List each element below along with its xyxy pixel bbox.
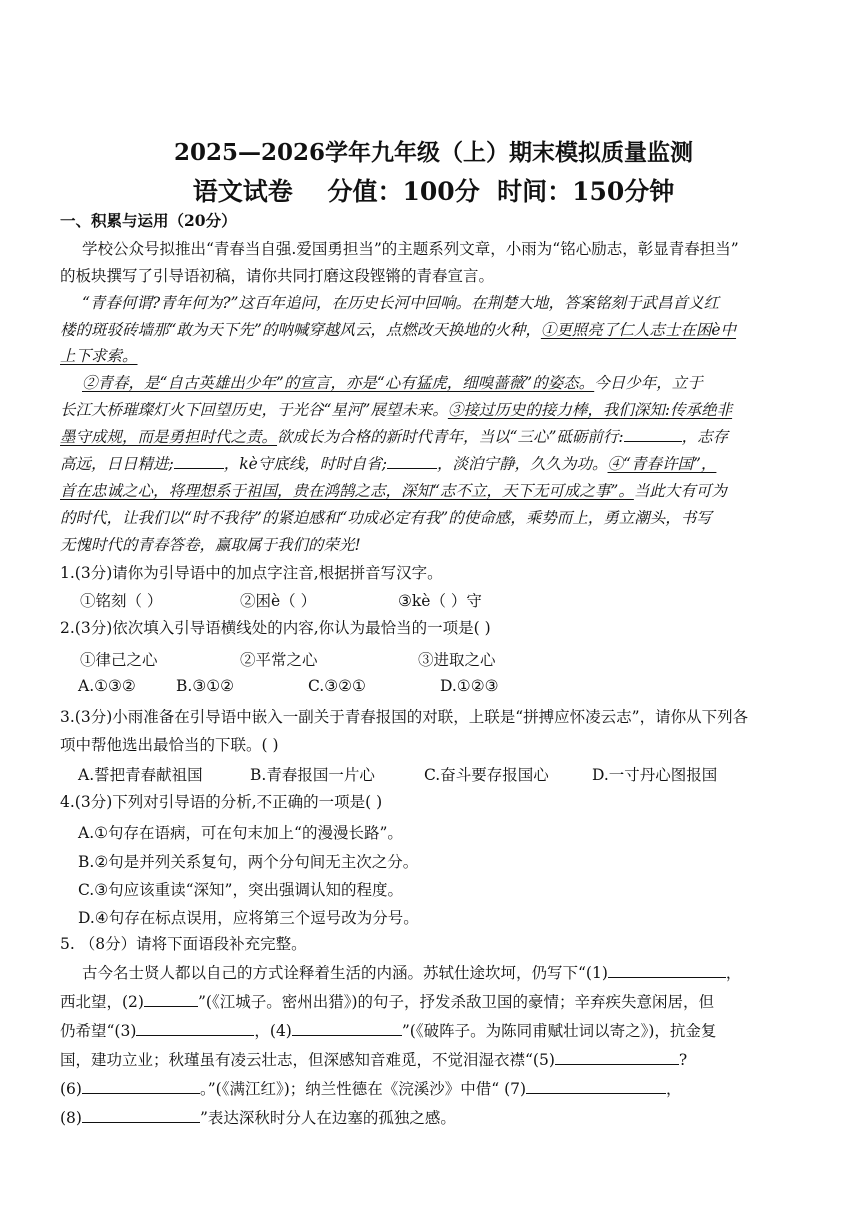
blank-3[interactable] xyxy=(387,454,437,469)
question-2-item-1: ①律己之心 xyxy=(80,651,158,669)
intro-line-2: 的板块撰写了引导语初稿，请你共同打磨这段铿锵的青春宣言。 xyxy=(60,267,495,285)
question-3-option-c[interactable]: C.奋斗要存报国心 xyxy=(424,766,549,784)
question-3-stem-line-1: 3.(3分)小雨准备在引导语中嵌入一副关于青春报国的对联，上联是“拼搏应怀凌云志”，请你从下列各 xyxy=(60,708,749,726)
question-5-stem: 5. （8分）请将下面语段补充完整。 xyxy=(60,935,307,953)
blank-2[interactable] xyxy=(174,454,224,469)
passage-line xyxy=(60,454,716,474)
passage-text: ，淡泊宁静，久久为功。 xyxy=(437,455,608,473)
passage-text: 欲成长为合格的新时代青年，当以“三心”砥砺前行: xyxy=(277,428,624,446)
question-5-line xyxy=(60,1050,687,1070)
blank-q5-3[interactable] xyxy=(136,1021,254,1036)
blank-q5-1[interactable] xyxy=(608,963,726,978)
passage-line xyxy=(60,400,732,420)
question-5-line xyxy=(82,963,741,983)
q5-text: ，(4) xyxy=(254,1022,292,1040)
section-heading: 一、积累与运用（20分） xyxy=(60,211,237,230)
q5-text: 古今名士贤人都以自己的方式诠释着生活的内涵。苏轼仕途坎坷，仍写下“(1) xyxy=(82,964,608,982)
question-2-stem: 2.(3分)依次填入引导语横线处的内容,你认为最恰当的一项是( ) xyxy=(60,619,491,637)
blank-q5-5[interactable] xyxy=(555,1050,679,1065)
question-5-line xyxy=(60,1021,716,1041)
passage-text: 今日少年，立于 xyxy=(594,374,703,392)
q5-text: ， xyxy=(725,964,742,982)
blank-q5-4[interactable] xyxy=(292,1021,402,1036)
passage-text: 长江大桥璀璨灯火下回望历史，于光谷“星河”展望未来。 xyxy=(60,401,448,419)
question-1-stem: 1.(3分)请你为引导语中的加点字注音,根据拼音写汉字。 xyxy=(60,564,443,582)
underlined-sentence-1: ①更照亮了仁人志士在困è中 xyxy=(540,321,737,339)
blank-q5-6[interactable] xyxy=(82,1079,200,1094)
q5-text: (8) xyxy=(60,1109,82,1127)
question-1-item-1: ①铭刻（ ） xyxy=(80,592,163,610)
question-3-option-b[interactable]: B.青春报国一片心 xyxy=(250,766,375,784)
question-5-line xyxy=(60,1079,682,1099)
passage-line: 的时代，让我们以“时不我待”的紧迫感和“功成必定有我”的使命感，乘势而上，勇立潮头，书写 xyxy=(60,509,712,527)
underlined-sentence-2: ②青春，是“自古英雄出少年”的宣言，亦是“心有猛虎，细嗅蔷薇”的姿态。 xyxy=(82,374,595,392)
underlined-sentence-4-end: 首在忠诚之心，将理想系于祖国，贵在鸿鹄之志，深知“志不立，天下无可成之事”。 xyxy=(60,482,634,500)
question-2-option-d[interactable]: D.①②③ xyxy=(440,677,499,695)
question-4-stem: 4.(3分)下列对引导语的分析,不正确的一项是( ) xyxy=(60,793,383,811)
exam-subtitle: 语文试卷 分值：100分 时间：150分钟 xyxy=(192,177,675,206)
passage-text: 楼的斑驳砖墙那“敢为天下先”的呐喊穿越风云，点燃改天换地的火种， xyxy=(60,321,541,339)
passage-text: 当此大有可为 xyxy=(633,482,727,500)
passage-text: ，志存 xyxy=(681,428,729,446)
passage-line: “青春何谓?青年何为?”这百年追问，在历史长河中回响。在荆楚大地，答案铭刻于武昌首义红 xyxy=(82,294,719,312)
underlined-sentence-3: ③接过历史的接力棒，我们深知:传承绝非 xyxy=(447,401,733,419)
q5-text: 西北望，(2) xyxy=(60,993,144,1011)
q5-text: ， xyxy=(666,1080,682,1098)
question-5-line xyxy=(60,992,714,1012)
passage-text: 高远，日日精进; xyxy=(60,455,174,473)
q5-text: 仍希望“(3) xyxy=(60,1022,137,1040)
blank-1[interactable] xyxy=(624,427,682,442)
exam-title: 2025—2026学年九年级（上）期末模拟质量监测 xyxy=(173,139,694,166)
passage-line xyxy=(60,320,736,340)
passage-line xyxy=(60,481,727,501)
question-3-stem-line-2: 项中帮他选出最恰当的下联。( ) xyxy=(60,736,279,754)
passage-line: 无愧时代的青春答卷，赢取属于我们的荣光! xyxy=(60,536,361,554)
question-2-item-2: ②平常之心 xyxy=(240,651,318,669)
question-4-option-b[interactable]: B.②句是并列关系复句，两个分句间无主次之分。 xyxy=(78,853,419,871)
question-2-option-c[interactable]: C.③②① xyxy=(308,677,366,695)
q5-text: (6) xyxy=(60,1080,82,1098)
q5-text: ”表达深秋时分人在边塞的孤独之感。 xyxy=(199,1109,456,1127)
q5-text: 国，建功立业；秋瑾虽有凌云壮志，但深感知音难觅，不觉泪湿衣襟“(5) xyxy=(60,1051,555,1069)
underlined-sentence-1-end: 上下求索。 xyxy=(60,347,138,365)
intro-line-1: 学校公众号拟推出“青春当自强.爱国勇担当”的主题系列文章，小雨为“铭心励志，彰显青春担当” xyxy=(82,240,739,258)
underlined-sentence-4: ④“青春许国”， xyxy=(607,455,717,473)
question-1-item-3: ③kè（ ）守 xyxy=(398,592,482,610)
question-2-option-b[interactable]: B.③①② xyxy=(176,677,235,695)
underlined-sentence-3-end: 墨守成规，而是勇担时代之责。 xyxy=(60,428,278,446)
passage-line xyxy=(82,373,703,393)
q5-text: ? xyxy=(678,1051,688,1069)
question-2-option-a[interactable]: A.①③② xyxy=(78,677,136,695)
question-2-item-3: ③进取之心 xyxy=(418,651,496,669)
question-4-option-c[interactable]: C.③句应该重读“深知”，突出强调认知的程度。 xyxy=(78,881,403,899)
q5-text: ”(《破阵子。为陈同甫赋壮词以寄之》)，抗金复 xyxy=(401,1022,717,1040)
q5-text: 。”(《满江红》)；纳兰性德在《浣溪沙》中借“ (7) xyxy=(199,1080,527,1098)
passage-text: ，kè守底线，时时自省; xyxy=(223,455,388,473)
question-4-option-d[interactable]: D.④句存在标点误用，应将第三个逗号改为分号。 xyxy=(78,909,419,927)
blank-q5-7[interactable] xyxy=(526,1079,666,1094)
question-5-line xyxy=(60,1108,456,1128)
question-3-option-a[interactable]: A.誓把青春献祖国 xyxy=(78,766,203,784)
question-4-option-a[interactable]: A.①句存在语病，可在句末加上“的漫漫长路”。 xyxy=(78,824,403,842)
question-1-item-2: ②困è（ ） xyxy=(240,592,317,610)
question-3-option-d[interactable]: D.一寸丹心图报国 xyxy=(592,766,718,784)
q5-text: ”(《江城子。密州出猎》)的句子，抒发杀敌卫国的豪情；辛弃疾失意闲居，但 xyxy=(197,993,714,1011)
blank-q5-8[interactable] xyxy=(82,1108,200,1123)
blank-q5-2[interactable] xyxy=(144,992,198,1007)
passage-line xyxy=(60,427,728,447)
